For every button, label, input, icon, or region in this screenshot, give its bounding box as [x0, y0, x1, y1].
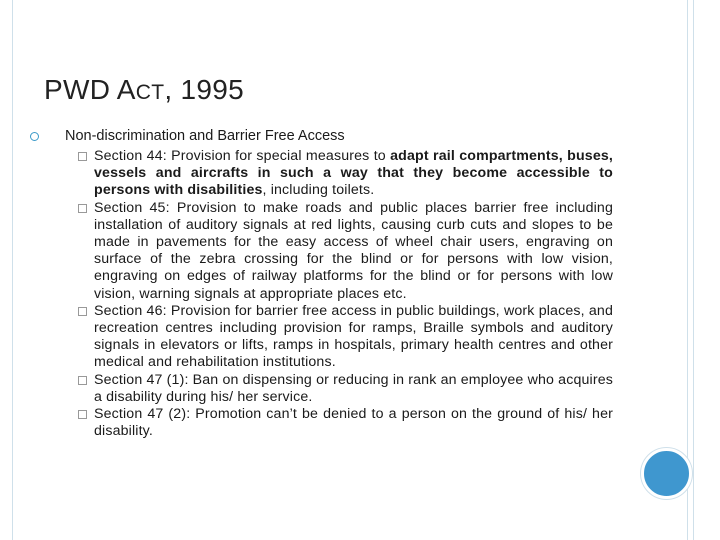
circle-bullet-icon: [30, 132, 39, 141]
item-text-pre: Section 44: Provision for special measures to: [94, 148, 391, 164]
square-bullet-icon: [78, 204, 87, 213]
list-item: [78, 303, 613, 372]
decorative-circle: [641, 448, 692, 499]
slide-title: [44, 74, 244, 106]
square-bullet-icon: [78, 410, 87, 419]
frame-line-right-outer: [693, 0, 694, 540]
square-bullet-icon: [78, 376, 87, 385]
list-item: [78, 200, 613, 303]
frame-line-left: [12, 0, 13, 540]
square-bullet-icon: [78, 152, 87, 161]
bullet-list: [78, 148, 613, 440]
list-item: [78, 148, 613, 200]
item-text-bold: adapt rail compartments, buses, vessels and aircrafts in such a way that they become accessible to persons with disabilities: [94, 148, 613, 199]
list-item-text: Section 47 (1): Ban on dispensing or reducing in rank an employee who acquires a disability during his/ her service.: [94, 371, 613, 405]
list-item-text: Section 46: Provision for barrier free access in public buildings, work places, and recreation centres including provision for ramps, Braille symbols and auditory signals in elevators or lifts, ramps in hospitals, primary health centres and other medical and rehabilitation institutions.: [94, 302, 613, 371]
section-heading: Non-discrimination and Barrier Free Access: [65, 128, 345, 144]
list-item-text: Section 45: Provision to make roads and public places barrier free including installation of auditory signals at red lights, causing curb cuts and slopes to be made in pavements for the easy access of wheel chair users, engraving on surface of the zebra crossing for the blind or for persons with low vision, engraving on edges of railway platforms for the blind or for persons with low vision, warning signals at appropriate places etc.: [94, 199, 613, 302]
list-item: [78, 372, 613, 406]
title-small-caps: CT: [135, 81, 165, 104]
title-part-2: , 1995: [164, 74, 244, 105]
title-part-1: PWD A: [44, 74, 136, 105]
list-item-text: [94, 148, 613, 200]
square-bullet-icon: [78, 307, 87, 316]
item-text-post: , including toilets.: [262, 182, 375, 199]
list-item-text: Section 47 (2): Promotion can’t be denied to a person on the ground of his/ her disability.: [94, 406, 613, 440]
list-item: [78, 406, 613, 440]
